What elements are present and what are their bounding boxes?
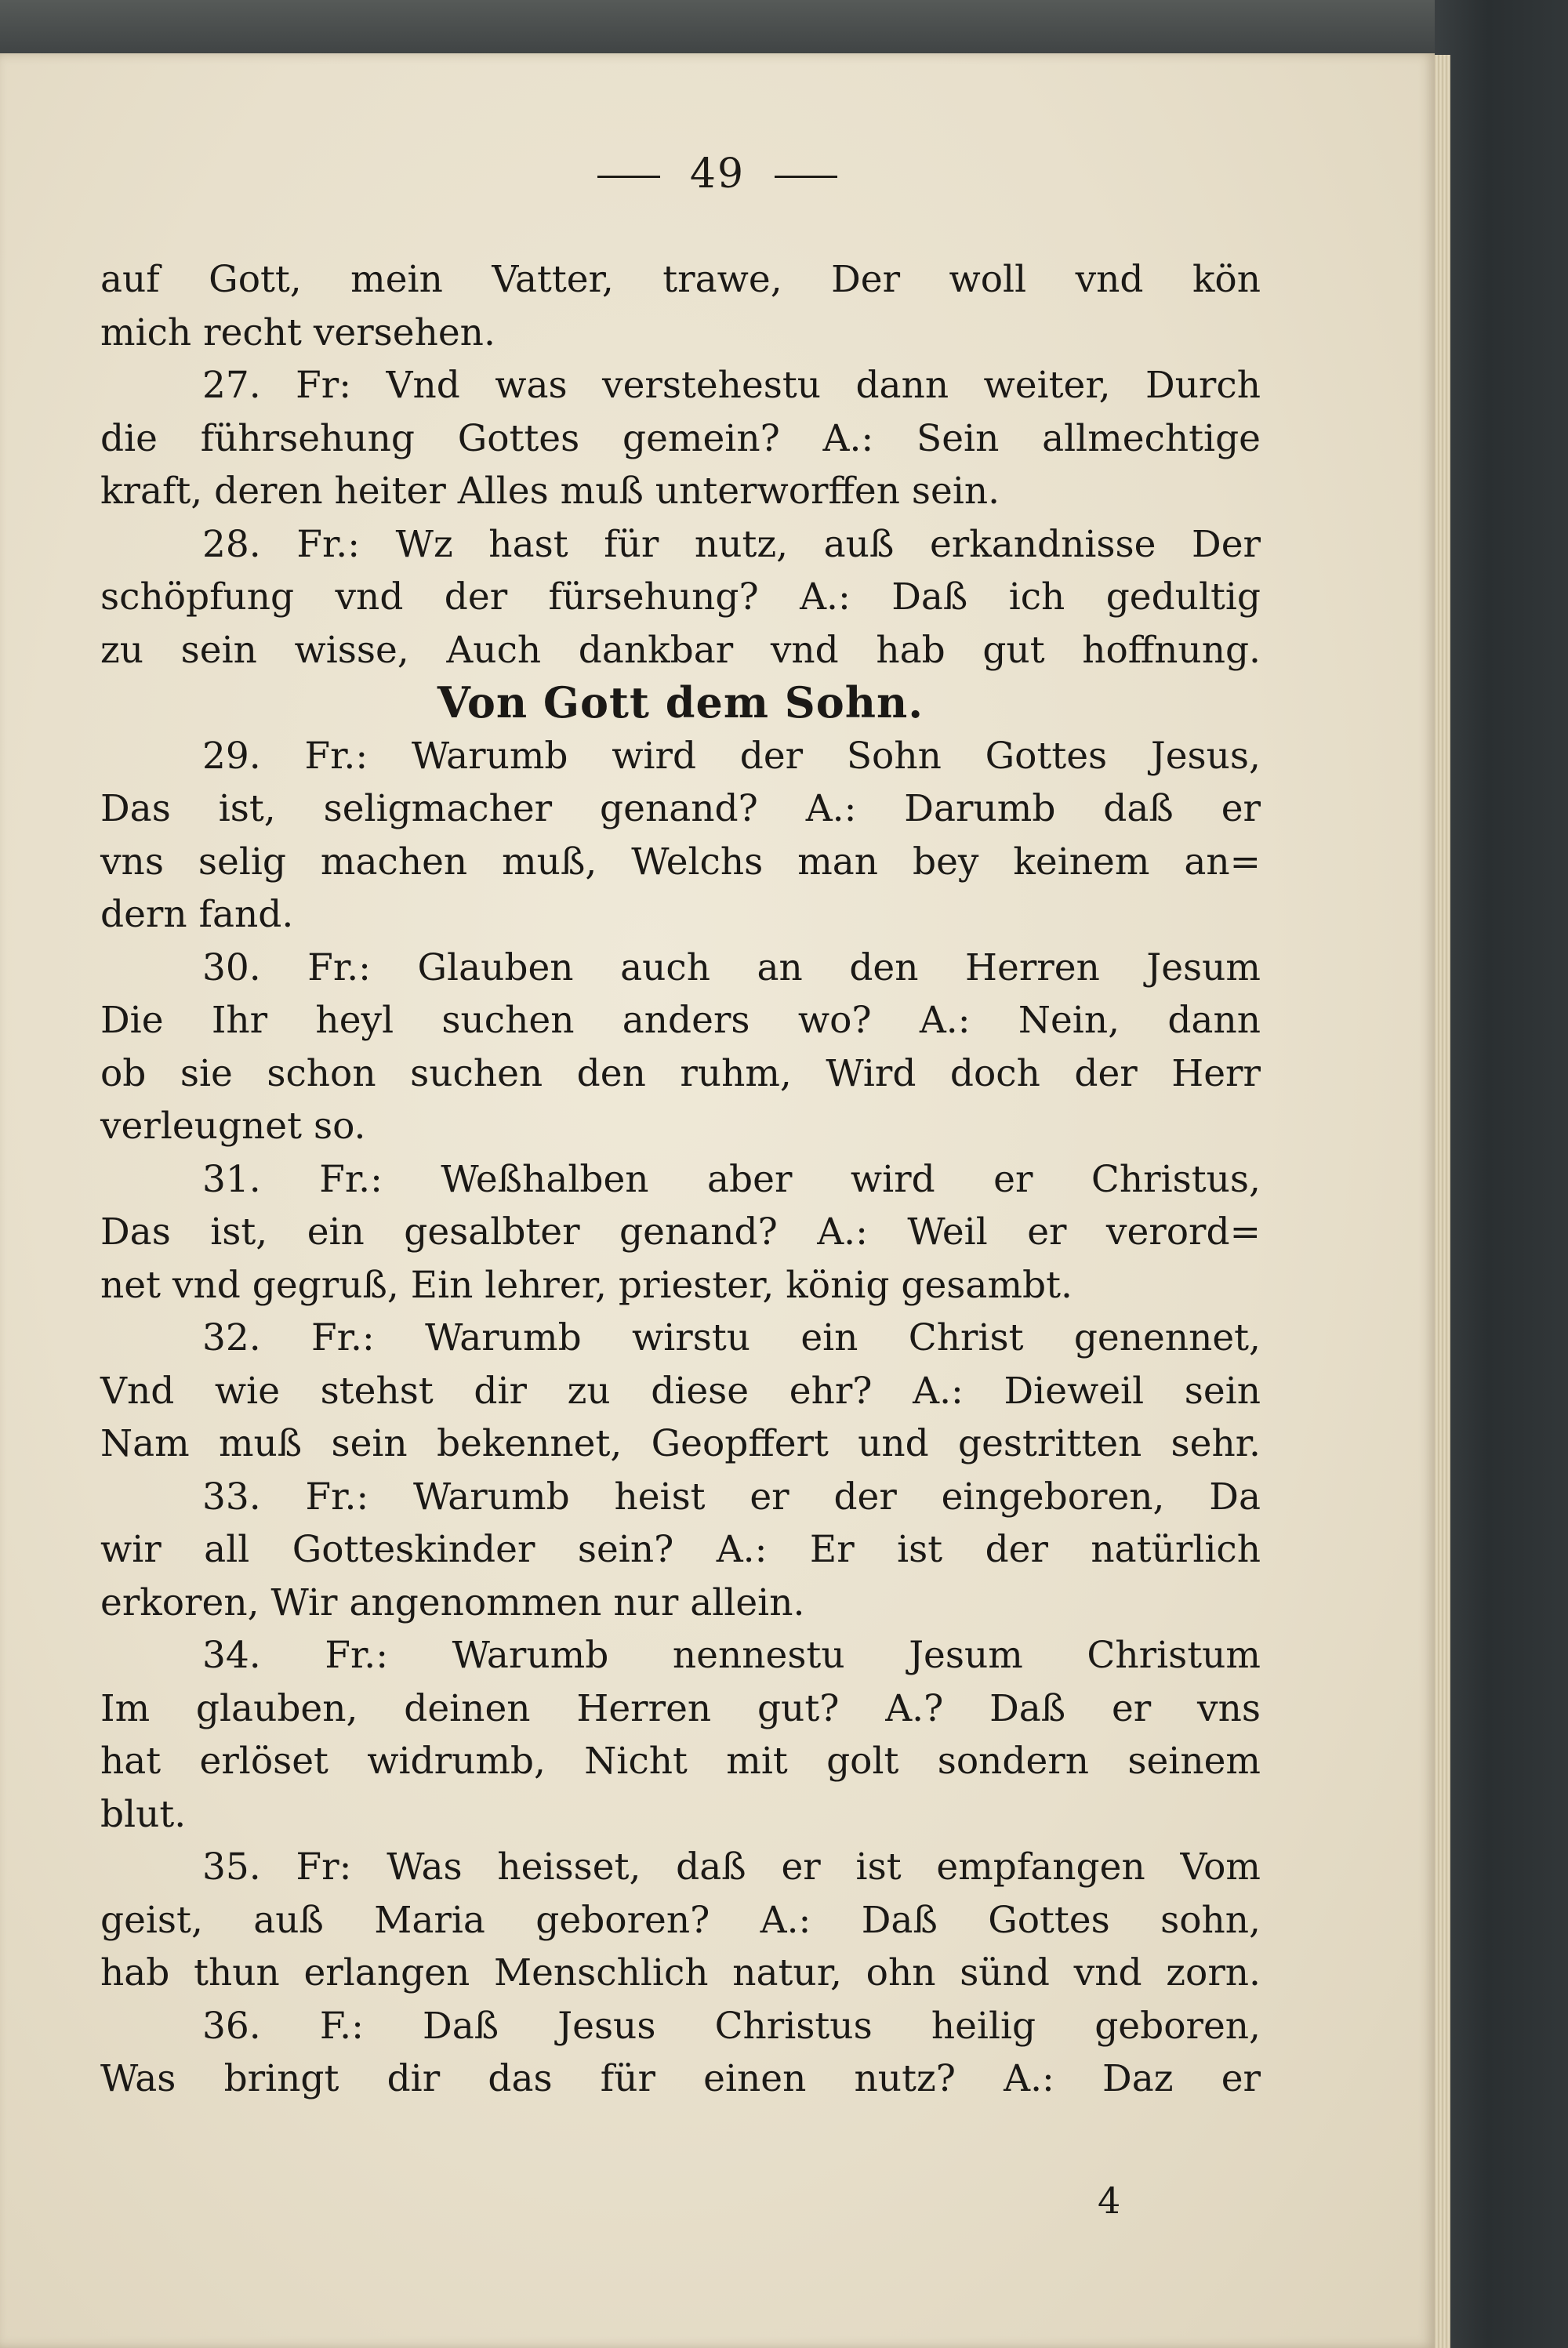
text-line: net vnd gegruß, Ein lehrer, priester, könig gesambt. (100, 1263, 1073, 1307)
book-cover-top (0, 0, 1568, 61)
text-line: ob sie schon suchen den ruhm, Wird doch der Herr (100, 1051, 1261, 1095)
question-line: 28. Fr.: Wz hast für nutz, auß erkandnisse Der (202, 522, 1261, 566)
text-line: auf Gott, mein Vatter, trawe, Der woll vnd kön (100, 258, 1261, 301)
section-heading: Von Gott dem Sohn. (437, 677, 924, 728)
text-line: verleugnet so. (100, 1105, 366, 1148)
page-number: 49 (689, 151, 746, 198)
question-line: 27. Fr: Vnd was verstehestu dann weiter, Durch (202, 364, 1261, 407)
text-line: Vnd wie stehst dir zu diese ehr? A.: Dieweil sein (100, 1369, 1261, 1413)
text-line: hab thun erlangen Menschlich natur, ohn sünd vnd zorn. (100, 1951, 1261, 1994)
question-line: 34. Fr.: Warumb nennestu Jesum Christum (202, 1634, 1261, 1677)
question-line: 32. Fr.: Warumb wirstu ein Christ genennet, (202, 1316, 1261, 1359)
text-line: schöpfung vnd der fürsehung? A.: Daß ich gedultig (100, 575, 1261, 619)
text-line: Was bringt dir das für einen nutz? A.: Daz er (100, 2057, 1261, 2100)
text-line: die führsehung Gottes gemein? A.: Sein allmechtige (100, 416, 1261, 460)
text-line: kraft, deren heiter Alles muß unterworffen sein. (100, 470, 1000, 513)
page-number-header (0, 151, 1435, 198)
question-line: 35. Fr: Was heisset, daß er ist empfangen Vom (202, 1845, 1261, 1889)
question-line: 31. Fr.: Weßhalben aber wird er Christus, (202, 1157, 1261, 1201)
text-line: blut. (100, 1792, 187, 1836)
book-cover-edge (1435, 0, 1568, 2348)
text-line: Im glauben, deinen Herren gut? A.? Daß er vns (100, 1686, 1261, 1730)
text-line: wir all Gotteskinder sein? A.: Er ist der natürlich (100, 1528, 1261, 1571)
text-line: dern fand. (100, 893, 294, 936)
text-line: mich recht versehen. (100, 310, 495, 354)
header-dash-left (597, 176, 660, 178)
text-line: Das ist, ein gesalbter genand? A.: Weil er verord= (100, 1210, 1261, 1254)
text-line: vns selig machen muß, Welchs man bey keinem an= (100, 840, 1261, 884)
text-line: Das ist, seligmacher genand? A.: Darumb daß er (100, 787, 1261, 830)
signature-mark: 4 (1098, 2179, 1121, 2222)
text-line: Die Ihr heyl suchen anders wo? A.: Nein, dann (100, 999, 1261, 1042)
header-dash-right (775, 176, 837, 178)
text-line: geist, auß Maria geboren? A.: Daß Gottes sohn, (100, 1898, 1261, 1942)
question-line: 36. F.: Daß Jesus Christus heilig geboren, (202, 2004, 1261, 2048)
question-line: 33. Fr.: Warumb heist er der eingeboren, Da (202, 1475, 1261, 1519)
body-text (100, 253, 1261, 2106)
question-line: 29. Fr.: Warumb wird der Sohn Gottes Jesus, (202, 734, 1261, 778)
text-line: erkoren, Wir angenommen nur allein. (100, 1580, 805, 1624)
text-line: Nam muß sein bekennet, Geopffert und gestritten sehr. (100, 1422, 1261, 1465)
text-line: zu sein wisse, Auch dankbar vnd hab gut hoffnung. (100, 628, 1261, 672)
text-line: hat erlöset widrumb, Nicht mit golt sondern seinem (100, 1740, 1261, 1783)
question-line: 30. Fr.: Glauben auch an den Herren Jesum (202, 945, 1261, 989)
